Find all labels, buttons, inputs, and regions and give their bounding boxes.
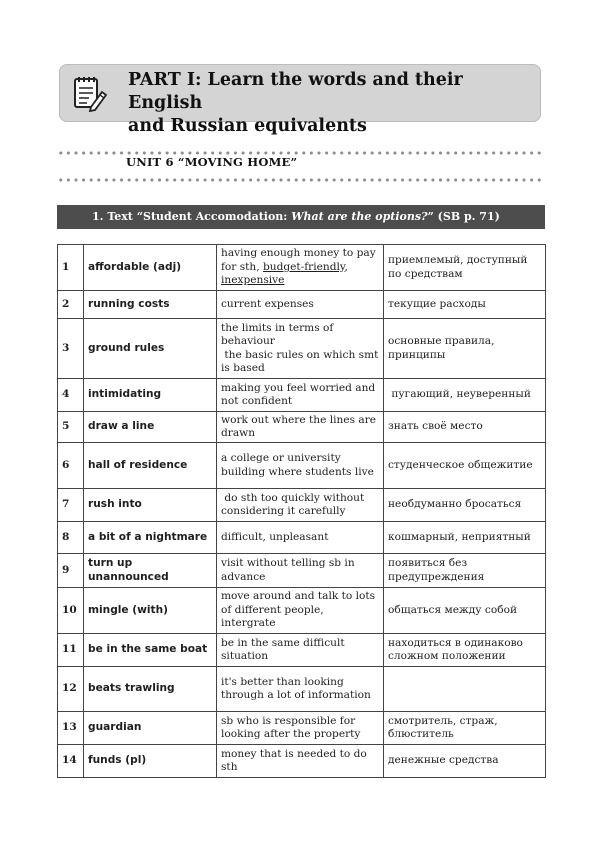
section-heading-suffix: ” (SB p. 71) — [427, 210, 500, 223]
row-number: 6 — [58, 443, 84, 489]
table-row — [58, 634, 546, 667]
row-number: 2 — [58, 291, 84, 319]
term: beats trawling — [84, 667, 217, 712]
russian-equivalent: основные правила, принципы — [384, 319, 546, 379]
vocabulary-table — [57, 244, 546, 778]
section-heading-prefix: 1. Text “Student Accomodation: — [92, 210, 292, 223]
definition: do sth too quickly without considering it carefully — [217, 489, 384, 522]
definition-line: the basic rules on which smt is based — [221, 348, 382, 374]
definition: visit without telling sb in advance — [217, 554, 384, 588]
part-title — [128, 69, 528, 138]
term: affordable (adj) — [84, 245, 217, 291]
part-title-line-2: and Russian equivalents — [128, 116, 367, 136]
table-row — [58, 745, 546, 778]
table-row — [58, 667, 546, 712]
dotted-divider-bottom — [57, 178, 545, 182]
term: ground rules — [84, 319, 217, 379]
table-row — [58, 245, 546, 291]
table-row — [58, 489, 546, 522]
definition: it's better than looking through a lot of information — [217, 667, 384, 712]
row-number: 1 — [58, 245, 84, 291]
term: intimidating — [84, 379, 217, 412]
russian-equivalent: общаться между собой — [384, 588, 546, 634]
row-number: 11 — [58, 634, 84, 667]
definition: work out where the lines are drawn — [217, 412, 384, 443]
row-number: 3 — [58, 319, 84, 379]
term: guardian — [84, 712, 217, 745]
term: mingle (with) — [84, 588, 217, 634]
definition: making you feel worried and not confident — [217, 379, 384, 412]
table-row — [58, 319, 546, 379]
table-row — [58, 522, 546, 554]
term: turn up unannounced — [84, 554, 217, 588]
term: running costs — [84, 291, 217, 319]
table-row — [58, 443, 546, 489]
russian-equivalent: знать своё место — [384, 412, 546, 443]
row-number: 12 — [58, 667, 84, 712]
term: funds (pl) — [84, 745, 217, 778]
definition-synonym: inexpensive — [221, 274, 285, 287]
definition — [217, 245, 384, 291]
definition: money that is needed to do sth — [217, 745, 384, 778]
part-header-banner — [59, 64, 541, 136]
russian-equivalent: появиться без предупреждения — [384, 554, 546, 588]
table-row — [58, 379, 546, 412]
definition: sb who is responsible for looking after the property — [217, 712, 384, 745]
definition: a college or university building where students live — [217, 443, 384, 489]
row-number: 10 — [58, 588, 84, 634]
russian-equivalent: пугающий, неуверенный — [384, 379, 546, 412]
notepad-pencil-icon — [71, 74, 107, 112]
row-number: 7 — [58, 489, 84, 522]
table-row — [58, 554, 546, 588]
definition-text: having enough money to pay for sth, — [221, 247, 376, 273]
table-row — [58, 412, 546, 443]
row-number: 13 — [58, 712, 84, 745]
table-row — [58, 291, 546, 319]
russian-equivalent: кошмарный, неприятный — [384, 522, 546, 554]
section-heading-italic: What are the options? — [291, 210, 428, 223]
definition-synonym: budget-friendly — [262, 260, 345, 273]
table-row — [58, 588, 546, 634]
russian-equivalent: необдуманно бросаться — [384, 489, 546, 522]
row-number: 5 — [58, 412, 84, 443]
definition: be in the same difficult situation — [217, 634, 384, 667]
part-title-line-1: PART I: Learn the words and their English — [128, 70, 463, 113]
definition: current expenses — [217, 291, 384, 319]
russian-equivalent: смотритель, страж, блюститель — [384, 712, 546, 745]
russian-equivalent: текущие расходы — [384, 291, 546, 319]
term: a bit of a nightmare — [84, 522, 217, 554]
row-number: 8 — [58, 522, 84, 554]
definition: move around and talk to lots of different people, intergrate — [217, 588, 384, 634]
russian-equivalent: находиться в одинаково сложном положении — [384, 634, 546, 667]
definition: difficult, unpleasant — [217, 522, 384, 554]
definition-line: the limits in terms of behaviour — [221, 321, 334, 348]
term: hall of residence — [84, 443, 217, 489]
russian-equivalent — [384, 667, 546, 712]
unit-title: UNIT 6 “MOVING HOME” — [126, 155, 298, 169]
row-number: 9 — [58, 554, 84, 588]
section-heading-bar — [57, 205, 545, 229]
definition-separator: , — [344, 260, 348, 273]
row-number: 4 — [58, 379, 84, 412]
russian-equivalent: студенческое общежитие — [384, 443, 546, 489]
term: rush into — [84, 489, 217, 522]
table-row — [58, 712, 546, 745]
russian-equivalent: приемлемый, доступный по средствам — [384, 245, 546, 291]
russian-equivalent: денежные средства — [384, 745, 546, 778]
term: be in the same boat — [84, 634, 217, 667]
row-number: 14 — [58, 745, 84, 778]
definition — [217, 319, 384, 379]
term: draw a line — [84, 412, 217, 443]
